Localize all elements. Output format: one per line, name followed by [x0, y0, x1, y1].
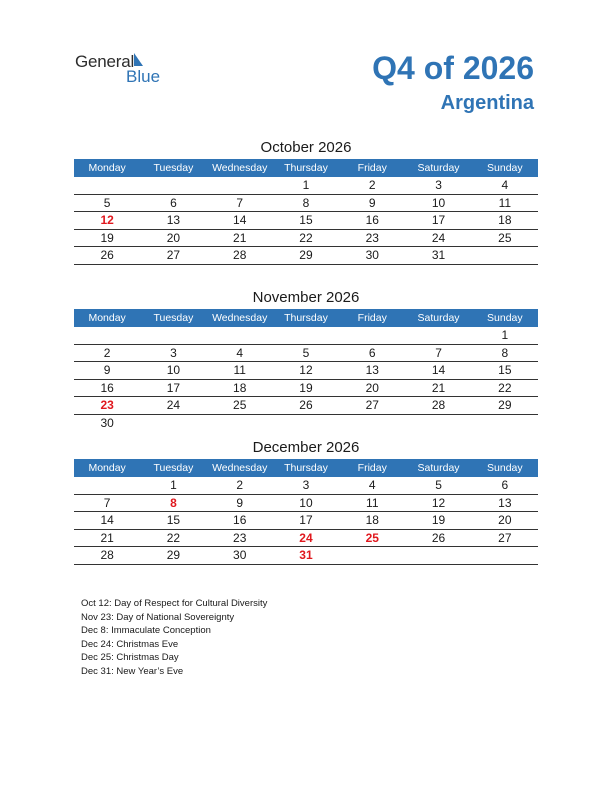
day-cell: 4	[339, 477, 405, 494]
day-cell: 17	[405, 212, 471, 230]
month-october	[74, 137, 538, 265]
weekday-header: Friday	[339, 459, 405, 477]
day-cell: 22	[140, 529, 206, 547]
empty-day-cell	[140, 414, 206, 431]
day-cell: 21	[74, 529, 140, 547]
weekday-header: Thursday	[273, 159, 339, 177]
day-cell: 23	[207, 529, 273, 547]
day-cell: 17	[140, 379, 206, 397]
day-cell: 27	[472, 529, 538, 547]
empty-day-cell	[273, 414, 339, 431]
day-cell: 30	[207, 547, 273, 565]
empty-day-cell	[472, 414, 538, 431]
weekday-header: Saturday	[405, 459, 471, 477]
day-cell: 15	[273, 212, 339, 230]
day-cell: 14	[74, 512, 140, 530]
empty-day-cell	[207, 414, 273, 431]
holiday-note: Dec 8: Immaculate Conception	[81, 625, 211, 637]
day-cell: 9	[74, 362, 140, 380]
day-cell: 16	[74, 379, 140, 397]
weekday-header: Tuesday	[140, 459, 206, 477]
day-cell: 7	[74, 494, 140, 512]
week-row	[74, 494, 538, 512]
day-cell: 15	[140, 512, 206, 530]
day-cell: 27	[140, 247, 206, 265]
day-cell: 1	[140, 477, 206, 494]
week-row	[74, 247, 538, 265]
week-row	[74, 379, 538, 397]
week-row	[74, 362, 538, 380]
day-cell: 19	[273, 379, 339, 397]
month-december	[74, 437, 538, 565]
day-cell: 20	[339, 379, 405, 397]
empty-day-cell	[339, 327, 405, 344]
day-cell: 3	[273, 477, 339, 494]
day-cell: 25	[207, 397, 273, 415]
weekday-header: Saturday	[405, 309, 471, 327]
day-cell: 26	[74, 247, 140, 265]
day-cell: 31	[405, 247, 471, 265]
day-cell: 24	[140, 397, 206, 415]
empty-day-cell	[74, 177, 140, 194]
day-cell: 6	[339, 344, 405, 362]
day-cell: 14	[405, 362, 471, 380]
day-cell: 12	[405, 494, 471, 512]
day-cell: 12	[74, 212, 140, 230]
day-cell: 5	[273, 344, 339, 362]
day-cell: 18	[472, 212, 538, 230]
day-cell: 13	[472, 494, 538, 512]
week-row	[74, 512, 538, 530]
month-title: December 2026	[252, 439, 360, 456]
week-row	[74, 177, 538, 194]
weekday-header: Monday	[74, 459, 140, 477]
day-cell: 4	[207, 344, 273, 362]
calendar-table	[74, 459, 538, 565]
empty-day-cell	[207, 177, 273, 194]
country-name: Argentina	[440, 92, 534, 114]
day-cell: 18	[339, 512, 405, 530]
weekday-header: Friday	[339, 309, 405, 327]
day-cell: 20	[472, 512, 538, 530]
week-row	[74, 547, 538, 565]
day-cell: 20	[140, 229, 206, 247]
weekday-header: Sunday	[472, 309, 538, 327]
weekday-header: Wednesday	[207, 309, 273, 327]
day-cell: 9	[207, 494, 273, 512]
day-cell: 1	[273, 177, 339, 194]
day-cell: 22	[273, 229, 339, 247]
empty-day-cell	[472, 547, 538, 565]
month-title: November 2026	[252, 289, 360, 306]
holiday-note: Nov 23: Day of National Sovereignty	[81, 611, 235, 623]
day-cell: 11	[339, 494, 405, 512]
empty-day-cell	[74, 477, 140, 494]
day-cell: 28	[74, 547, 140, 565]
week-row	[74, 327, 538, 344]
logo-text-general: General	[75, 52, 135, 71]
day-cell: 22	[472, 379, 538, 397]
day-cell: 5	[405, 477, 471, 494]
day-cell: 4	[472, 177, 538, 194]
empty-day-cell	[339, 414, 405, 431]
day-cell: 1	[472, 327, 538, 344]
weekday-header-row	[74, 309, 538, 327]
weekday-header: Sunday	[472, 459, 538, 477]
week-row	[74, 477, 538, 494]
day-cell: 31	[273, 547, 339, 565]
week-row	[74, 344, 538, 362]
weekday-header: Thursday	[273, 309, 339, 327]
day-cell: 27	[339, 397, 405, 415]
weekday-header-row	[74, 459, 538, 477]
weekday-header: Wednesday	[207, 459, 273, 477]
week-row	[74, 194, 538, 212]
day-cell: 14	[207, 212, 273, 230]
week-row	[74, 397, 538, 415]
day-cell: 21	[207, 229, 273, 247]
day-cell: 30	[339, 247, 405, 265]
day-cell: 23	[339, 229, 405, 247]
day-cell: 13	[339, 362, 405, 380]
weekday-header: Saturday	[405, 159, 471, 177]
day-cell: 16	[339, 212, 405, 230]
day-cell: 2	[207, 477, 273, 494]
logo-text-blue: Blue	[126, 67, 161, 86]
day-cell: 18	[207, 379, 273, 397]
day-cell: 26	[405, 529, 471, 547]
page-title: Q4 of 2026	[372, 50, 534, 86]
holiday-note: Dec 25: Christmas Day	[81, 652, 179, 664]
day-cell: 25	[339, 529, 405, 547]
empty-day-cell	[339, 547, 405, 565]
day-cell: 28	[207, 247, 273, 265]
day-cell: 10	[273, 494, 339, 512]
day-cell: 6	[472, 477, 538, 494]
weekday-header: Friday	[339, 159, 405, 177]
day-cell: 10	[405, 194, 471, 212]
day-cell: 7	[207, 194, 273, 212]
day-cell: 29	[273, 247, 339, 265]
day-cell: 28	[405, 397, 471, 415]
empty-day-cell	[140, 177, 206, 194]
empty-day-cell	[140, 327, 206, 344]
weekday-header: Sunday	[472, 159, 538, 177]
holiday-notes	[81, 597, 267, 679]
week-row	[74, 212, 538, 230]
day-cell: 8	[472, 344, 538, 362]
week-row	[74, 529, 538, 547]
day-cell: 25	[472, 229, 538, 247]
day-cell: 11	[207, 362, 273, 380]
day-cell: 11	[472, 194, 538, 212]
day-cell: 8	[140, 494, 206, 512]
empty-day-cell	[405, 414, 471, 431]
day-cell: 15	[472, 362, 538, 380]
day-cell: 13	[140, 212, 206, 230]
holiday-note: Oct 12: Day of Respect for Cultural Diversity	[81, 598, 268, 609]
day-cell: 7	[405, 344, 471, 362]
day-cell: 24	[273, 529, 339, 547]
calendar-table	[74, 309, 538, 431]
day-cell: 3	[405, 177, 471, 194]
day-cell: 30	[100, 415, 114, 430]
day-cell: 17	[273, 512, 339, 530]
empty-day-cell	[74, 327, 140, 344]
weekday-header: Thursday	[273, 459, 339, 477]
empty-day-cell	[405, 547, 471, 565]
weekday-header: Tuesday	[140, 159, 206, 177]
empty-day-cell	[472, 247, 538, 265]
empty-day-cell	[405, 327, 471, 344]
week-row	[74, 229, 538, 247]
day-cell: 8	[273, 194, 339, 212]
day-cell: 19	[405, 512, 471, 530]
day-cell: 21	[405, 379, 471, 397]
week-row	[74, 414, 538, 431]
empty-day-cell	[207, 327, 273, 344]
day-cell: 23	[74, 397, 140, 415]
day-cell: 19	[74, 229, 140, 247]
logo-triangle-icon	[134, 53, 143, 66]
day-cell: 26	[273, 397, 339, 415]
day-cell: 2	[339, 177, 405, 194]
month-title: October 2026	[260, 139, 352, 156]
day-cell: 2	[74, 344, 140, 362]
calendar-table	[74, 159, 538, 265]
day-cell: 24	[405, 229, 471, 247]
empty-day-cell	[273, 327, 339, 344]
weekday-header: Tuesday	[140, 309, 206, 327]
weekday-header: Monday	[74, 159, 140, 177]
weekday-header: Wednesday	[207, 159, 273, 177]
day-cell: 10	[140, 362, 206, 380]
weekday-header-row	[74, 159, 538, 177]
weekday-header: Monday	[74, 309, 140, 327]
day-cell: 3	[140, 344, 206, 362]
day-cell: 29	[140, 547, 206, 565]
day-cell: 6	[140, 194, 206, 212]
holiday-note: Dec 24: Christmas Eve	[81, 638, 179, 650]
day-cell: 29	[472, 397, 538, 415]
day-cell: 9	[339, 194, 405, 212]
holiday-note: Dec 31: New Year’s Eve	[81, 665, 184, 677]
day-cell: 16	[207, 512, 273, 530]
month-november	[74, 287, 538, 431]
day-cell: 5	[74, 194, 140, 212]
day-cell: 12	[273, 362, 339, 380]
